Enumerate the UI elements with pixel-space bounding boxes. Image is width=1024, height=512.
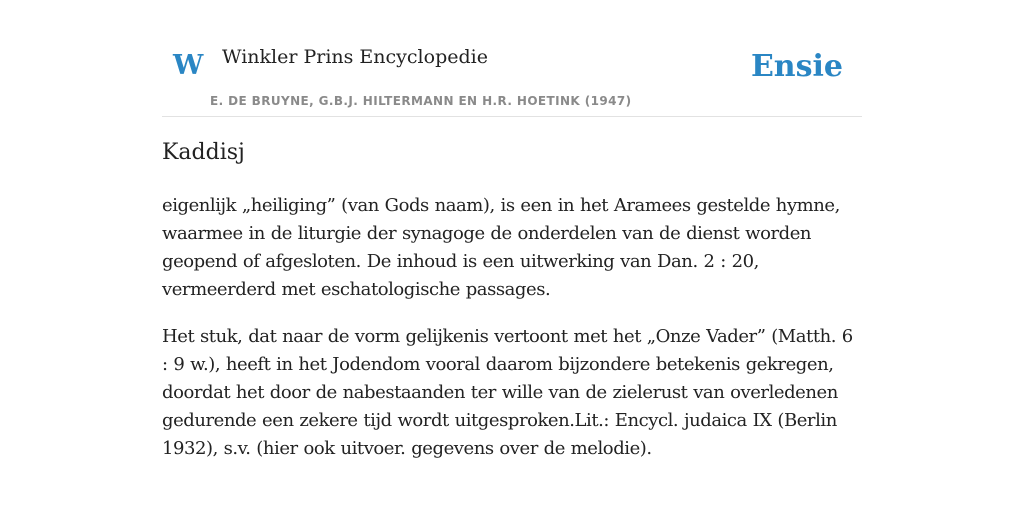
entry-body: [162, 192, 862, 482]
publication-logo[interactable]: W: [173, 50, 204, 81]
page: [162, 0, 862, 512]
header: [162, 0, 862, 117]
publication-title[interactable]: Winkler Prins Encyclopedie: [222, 46, 488, 68]
entry-paragraph: eigenlijk „heiliging” (van Gods naam), is een in het Aramees gestelde hymne, waarmee in de liturgie der synagoge de onderdelen van de dienst worden geopend of afgesloten. De inhoud is een uitwerking van Dan. 2 : 20, vermeerderd met eschatologische passages.: [162, 195, 840, 300]
brand-logo-link[interactable]: Ensie: [750, 49, 843, 84]
entry-title: Kaddisj: [162, 140, 245, 165]
entry-paragraph: Het stuk, dat naar de vorm gelijkenis vertoont met het „Onze Vader” (Matth. 6 : 9 w.), heeft in het Jodendom vooral daarom bijzondere betekenis gekregen, doordat het door de nabestaanden ter wille van de zielerust van overledenen gedurende een zekere tijd wordt uitgesproken.Lit.: Encycl. judaica IX (Berlin 1932), s.v. (hier ook uitvoer. gegevens over de melodie).: [162, 326, 853, 459]
publication-authors: E. DE BRUYNE, G.B.J. HILTERMANN EN H.R. HOETINK (1947): [210, 94, 632, 108]
